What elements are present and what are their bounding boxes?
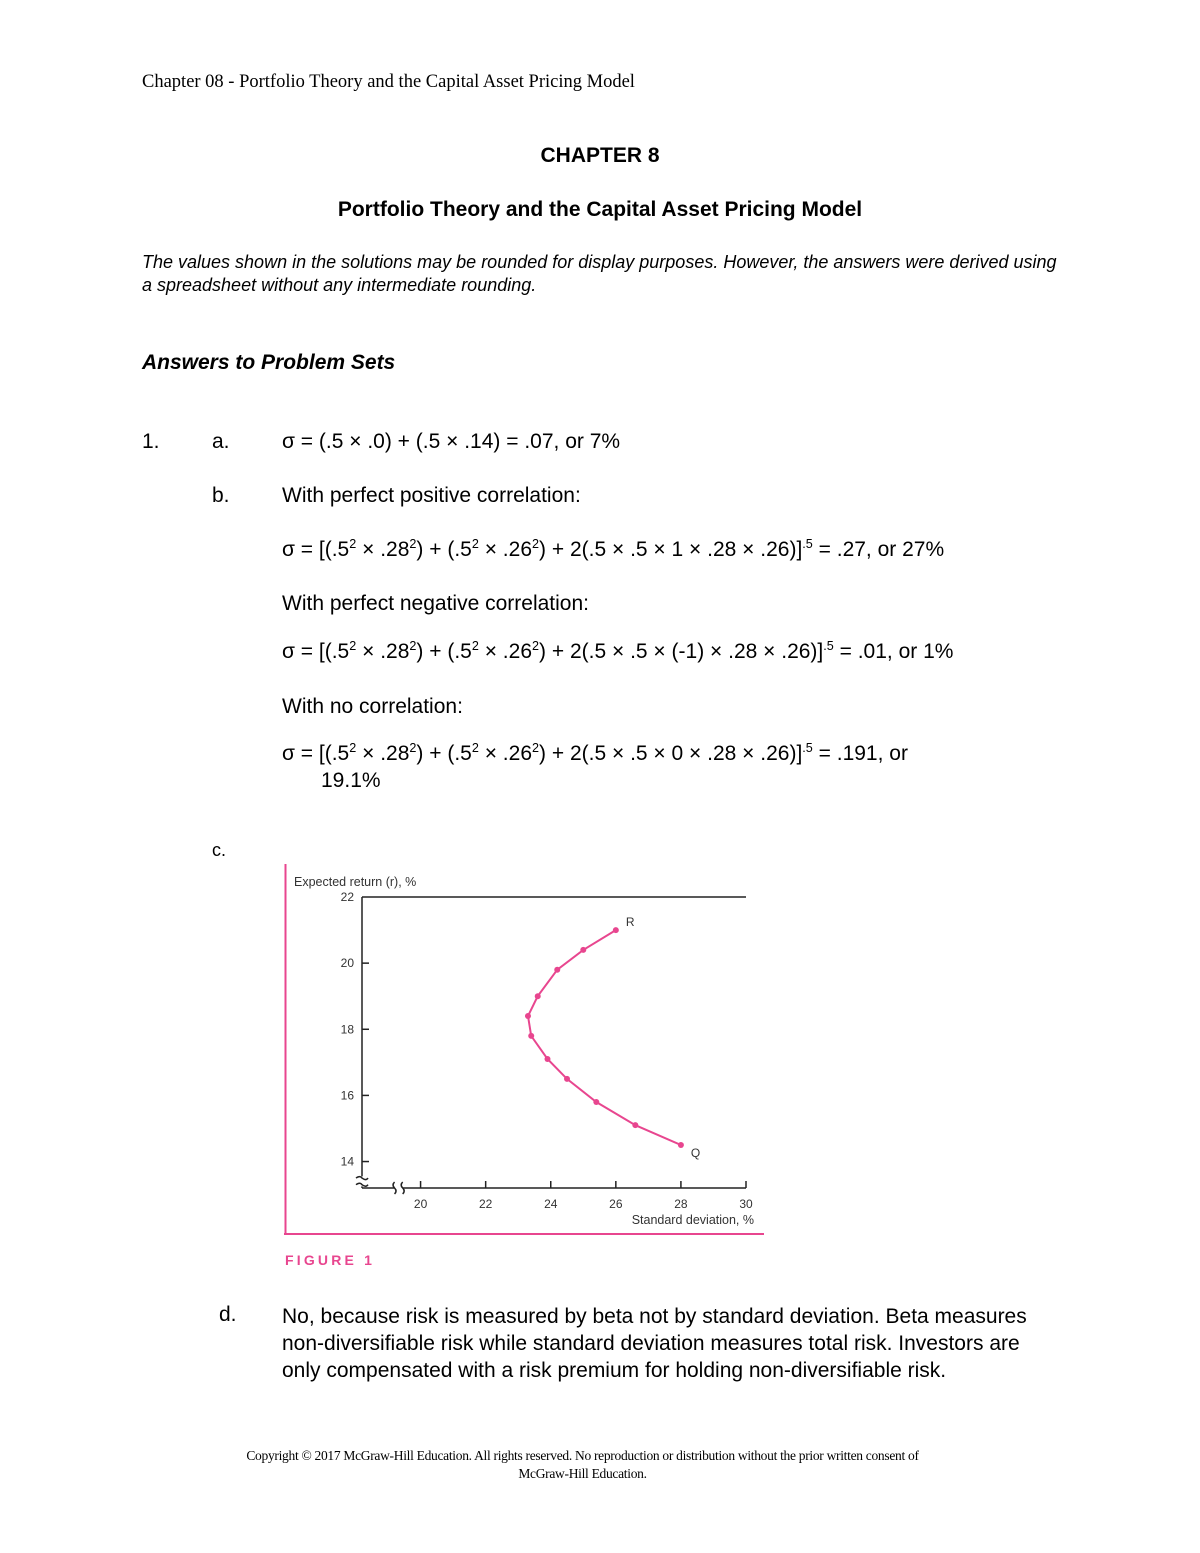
data-point [525,1013,531,1019]
frontier-line [528,930,681,1145]
footer-line-2: McGraw-Hill Education. [518,1466,647,1481]
part-b-label: b. [212,484,230,507]
data-point [554,967,560,973]
negative-correlation-formula: $\sigma = [(.5^2 \times .28^2) + (.5^2 \times .26^2) + 2(.5 \times .5 \times (-1) \times .28 \times .26)]^{.5} = .01$, or 1% [282,639,954,663]
x-tick-label: 30 [739,1197,753,1211]
x-tick-label: 22 [478,1197,493,1211]
running-header: Chapter 08 - Portfolio Theory and the Capital Asset Pricing Model [142,72,635,92]
x-tick-label: 20 [413,1197,428,1211]
efficient-frontier-chart [284,862,774,1282]
y-axis-break [356,1177,368,1187]
chapter-title: CHAPTER 8 [540,144,660,167]
data-point [613,927,619,933]
y-tick-label: 14 [340,1154,354,1169]
no-correlation-result: 19.1% [321,769,381,792]
section-title: Answers to Problem Sets [142,351,396,374]
rounding-note: The values shown in the solutions may be rounded for display purposes. However, the answers were derived using a spreadsheet without any intermediate rounding. [142,252,1057,295]
data-point [564,1076,570,1082]
data-point [632,1122,638,1128]
part-a-label: a. [212,430,230,453]
data-point [544,1056,550,1062]
negative-correlation-heading: With perfect negative correlation: [282,592,589,615]
chart-axes [356,897,746,1194]
x-tick-label: 24 [544,1197,558,1211]
no-correlation-formula: $\sigma = [(.5^2 \times .28^2) + (.5^2 \times .26^2) + 2(.5 \times .5 \times 0 \times .28 \times .26)]^{.5} = .191$, or [282,741,908,765]
chapter-subtitle: Portfolio Theory and the Capital Asset Pricing Model [337,198,863,221]
figure-label: FIGURE 1 [285,1252,376,1268]
data-point [580,947,586,953]
part-d-text: No, because risk is measured by beta not by standard deviation. Beta measures non-diversifiable risk while standard deviation measures total risk. Investors are only compensated with a risk premium for holding non-diversifiable risk. [282,1305,1027,1382]
copyright-footer [0,1447,1165,1483]
positive-correlation-heading: With perfect positive correlation: [282,484,581,507]
part-a-text: σ = (.5 × .0) + (.5 × .14) = .07, or 7% [282,430,621,453]
x-tick-label: 28 [674,1197,688,1211]
x-axis-break [393,1182,404,1194]
data-point [535,993,541,999]
data-point [593,1099,599,1105]
chart-ticks [341,890,753,1211]
label-q: Q [690,1146,701,1161]
part-d-label: d. [219,1303,237,1326]
label-r: R [625,915,635,930]
x-axis-label: Standard deviation, % [631,1213,754,1227]
y-tick-label: 20 [340,956,354,971]
positive-correlation-formula: $\sigma = [(.5^2 \times .28^2) + (.5^2 \times .26^2) + 2(.5 \times .5 \times 1 \times .28 \times .26)]^{.5} = .27$, or 27% [282,537,945,561]
y-tick-label: 22 [340,890,354,904]
part-c-label: c. [212,840,227,860]
chart-series [525,927,684,1148]
x-tick-label: 26 [609,1197,623,1211]
problem-number: 1. [142,430,160,453]
data-point [528,1033,534,1039]
y-tick-label: 16 [340,1088,354,1103]
no-correlation-heading: With no correlation: [282,695,463,718]
y-tick-label: 18 [340,1022,354,1037]
footer-line-1: Copyright © 2017 McGraw-Hill Education. All rights reserved. No reproduction or distribution without the prior written consent of [246,1448,919,1463]
y-axis-label: Expected return (r), % [294,875,417,889]
data-point [678,1142,684,1148]
